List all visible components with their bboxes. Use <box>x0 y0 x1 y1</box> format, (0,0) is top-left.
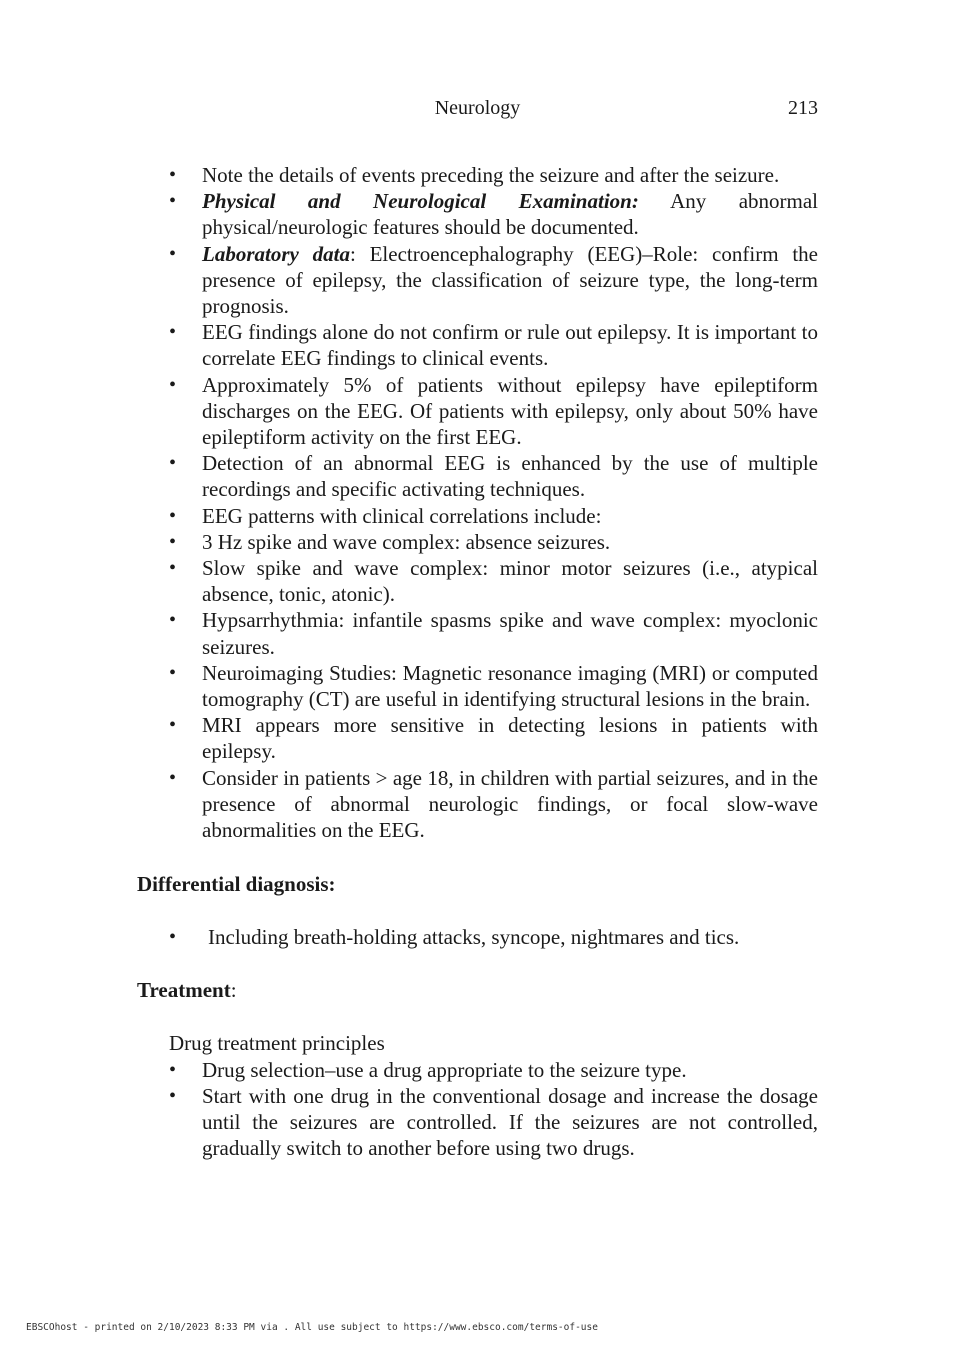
bullet-icon: • <box>169 530 177 553</box>
running-header <box>0 97 955 123</box>
bullet-icon: • <box>169 164 177 186</box>
treatment-heading <box>137 977 818 1003</box>
print-footer: EBSCOhost - printed on 2/10/2023 8:33 PM via . All use subject to https://www.ebsco.com/terms-of-use <box>26 1322 598 1333</box>
item-text: Start with one drug in the conventional dosage and increase the dosage until the seizures are controlled. If the seizures are not controlled, gradually switch to another before using two drugs. <box>202 1083 818 1161</box>
bullet-icon: • <box>169 321 177 344</box>
finding-item <box>137 503 818 529</box>
treatment-heading-suffix: : <box>230 978 237 1003</box>
item-text: Slow spike and wave complex: minor motor seizures (i.e., atypical absence, tonic, atonic). <box>202 556 818 607</box>
bullet-icon: • <box>169 190 177 213</box>
bullet-icon: • <box>169 504 177 527</box>
findings-list <box>137 162 818 843</box>
bullet-icon: • <box>169 714 177 737</box>
chapter-title: Neurology <box>434 97 521 119</box>
finding-item <box>137 607 818 659</box>
bullet-icon: • <box>169 661 177 684</box>
item-text: Neuroimaging Studies: Magnetic resonance imaging (MRI) or computed tomography (CT) are useful in identifying structural lesions in the brain. <box>202 660 818 712</box>
finding-item <box>137 765 818 844</box>
item-text: Approximately 5% of patients without epilepsy have epileptiform discharges on the EEG. Of patients with epilepsy, only about 50% have epileptiform activity on the first EEG. <box>202 372 818 450</box>
finding-item <box>137 319 818 371</box>
finding-item <box>137 372 818 451</box>
item-text: MRI appears more sensitive in detecting lesions in patients with epilepsy. <box>202 713 818 764</box>
finding-item <box>137 450 818 502</box>
differential-item <box>137 924 818 950</box>
item-text: Including breath-holding attacks, syncope, nightmares and tics. <box>208 925 740 950</box>
bullet-icon: • <box>169 609 177 632</box>
bullet-icon: • <box>169 766 177 789</box>
item-text: EEG patterns with clinical correlations include: <box>202 503 602 528</box>
finding-item <box>137 555 818 607</box>
item-text: : Electroencephalography (EEG)–Role: confirm the presence of epilepsy, the classification of seizure type, the long-term prognosis. <box>202 241 818 319</box>
bullet-icon: • <box>169 452 177 475</box>
page-number: 213 <box>788 97 818 119</box>
finding-item <box>137 660 818 712</box>
treatment-item <box>137 1083 818 1162</box>
bullet-icon: • <box>169 1084 177 1107</box>
treatment-intro: Drug treatment principles <box>169 1031 385 1056</box>
bullet-icon: • <box>169 926 177 949</box>
item-text: Any abnormal physical/neurologic features should be documented. <box>202 189 819 240</box>
treatment-heading-text: Treatment <box>137 978 231 1003</box>
item-lead: Laboratory data <box>202 241 350 266</box>
item-lead: Physical and Neurological Examination: <box>202 189 639 214</box>
item-text: Note the details of events preceding the seizure and after the seizure. <box>202 163 780 187</box>
item-text: 3 Hz spike and wave complex: absence seizures. <box>202 529 611 554</box>
bullet-icon: • <box>169 242 177 265</box>
body-content <box>137 162 818 1162</box>
treatment-item <box>137 1057 818 1083</box>
item-text: Drug selection–use a drug appropriate to the seizure type. <box>202 1057 687 1082</box>
item-text: EEG findings alone do not confirm or rule out epilepsy. It is important to correlate EEG findings to clinical events. <box>202 320 818 371</box>
bullet-icon: • <box>169 557 177 580</box>
differential-list <box>137 924 818 950</box>
bullet-icon: • <box>169 1058 177 1081</box>
finding-item <box>137 162 818 188</box>
treatment-list <box>137 1057 818 1162</box>
item-text: Consider in patients > age 18, in children with partial seizures, and in the presence of abnormal neurologic findings, or focal slow-wave abnormalities on the EEG. <box>202 765 818 843</box>
finding-item <box>137 712 818 764</box>
finding-item <box>137 241 818 320</box>
differential-heading: Differential diagnosis: <box>137 872 336 897</box>
item-text: Hypsarrhythmia: infantile spasms spike and wave complex: myoclonic seizures. <box>202 608 818 659</box>
finding-item <box>137 188 818 240</box>
item-text: Detection of an abnormal EEG is enhanced by the use of multiple recordings and specific activating techniques. <box>202 451 818 502</box>
bullet-icon: • <box>169 373 177 396</box>
finding-item <box>137 529 818 555</box>
